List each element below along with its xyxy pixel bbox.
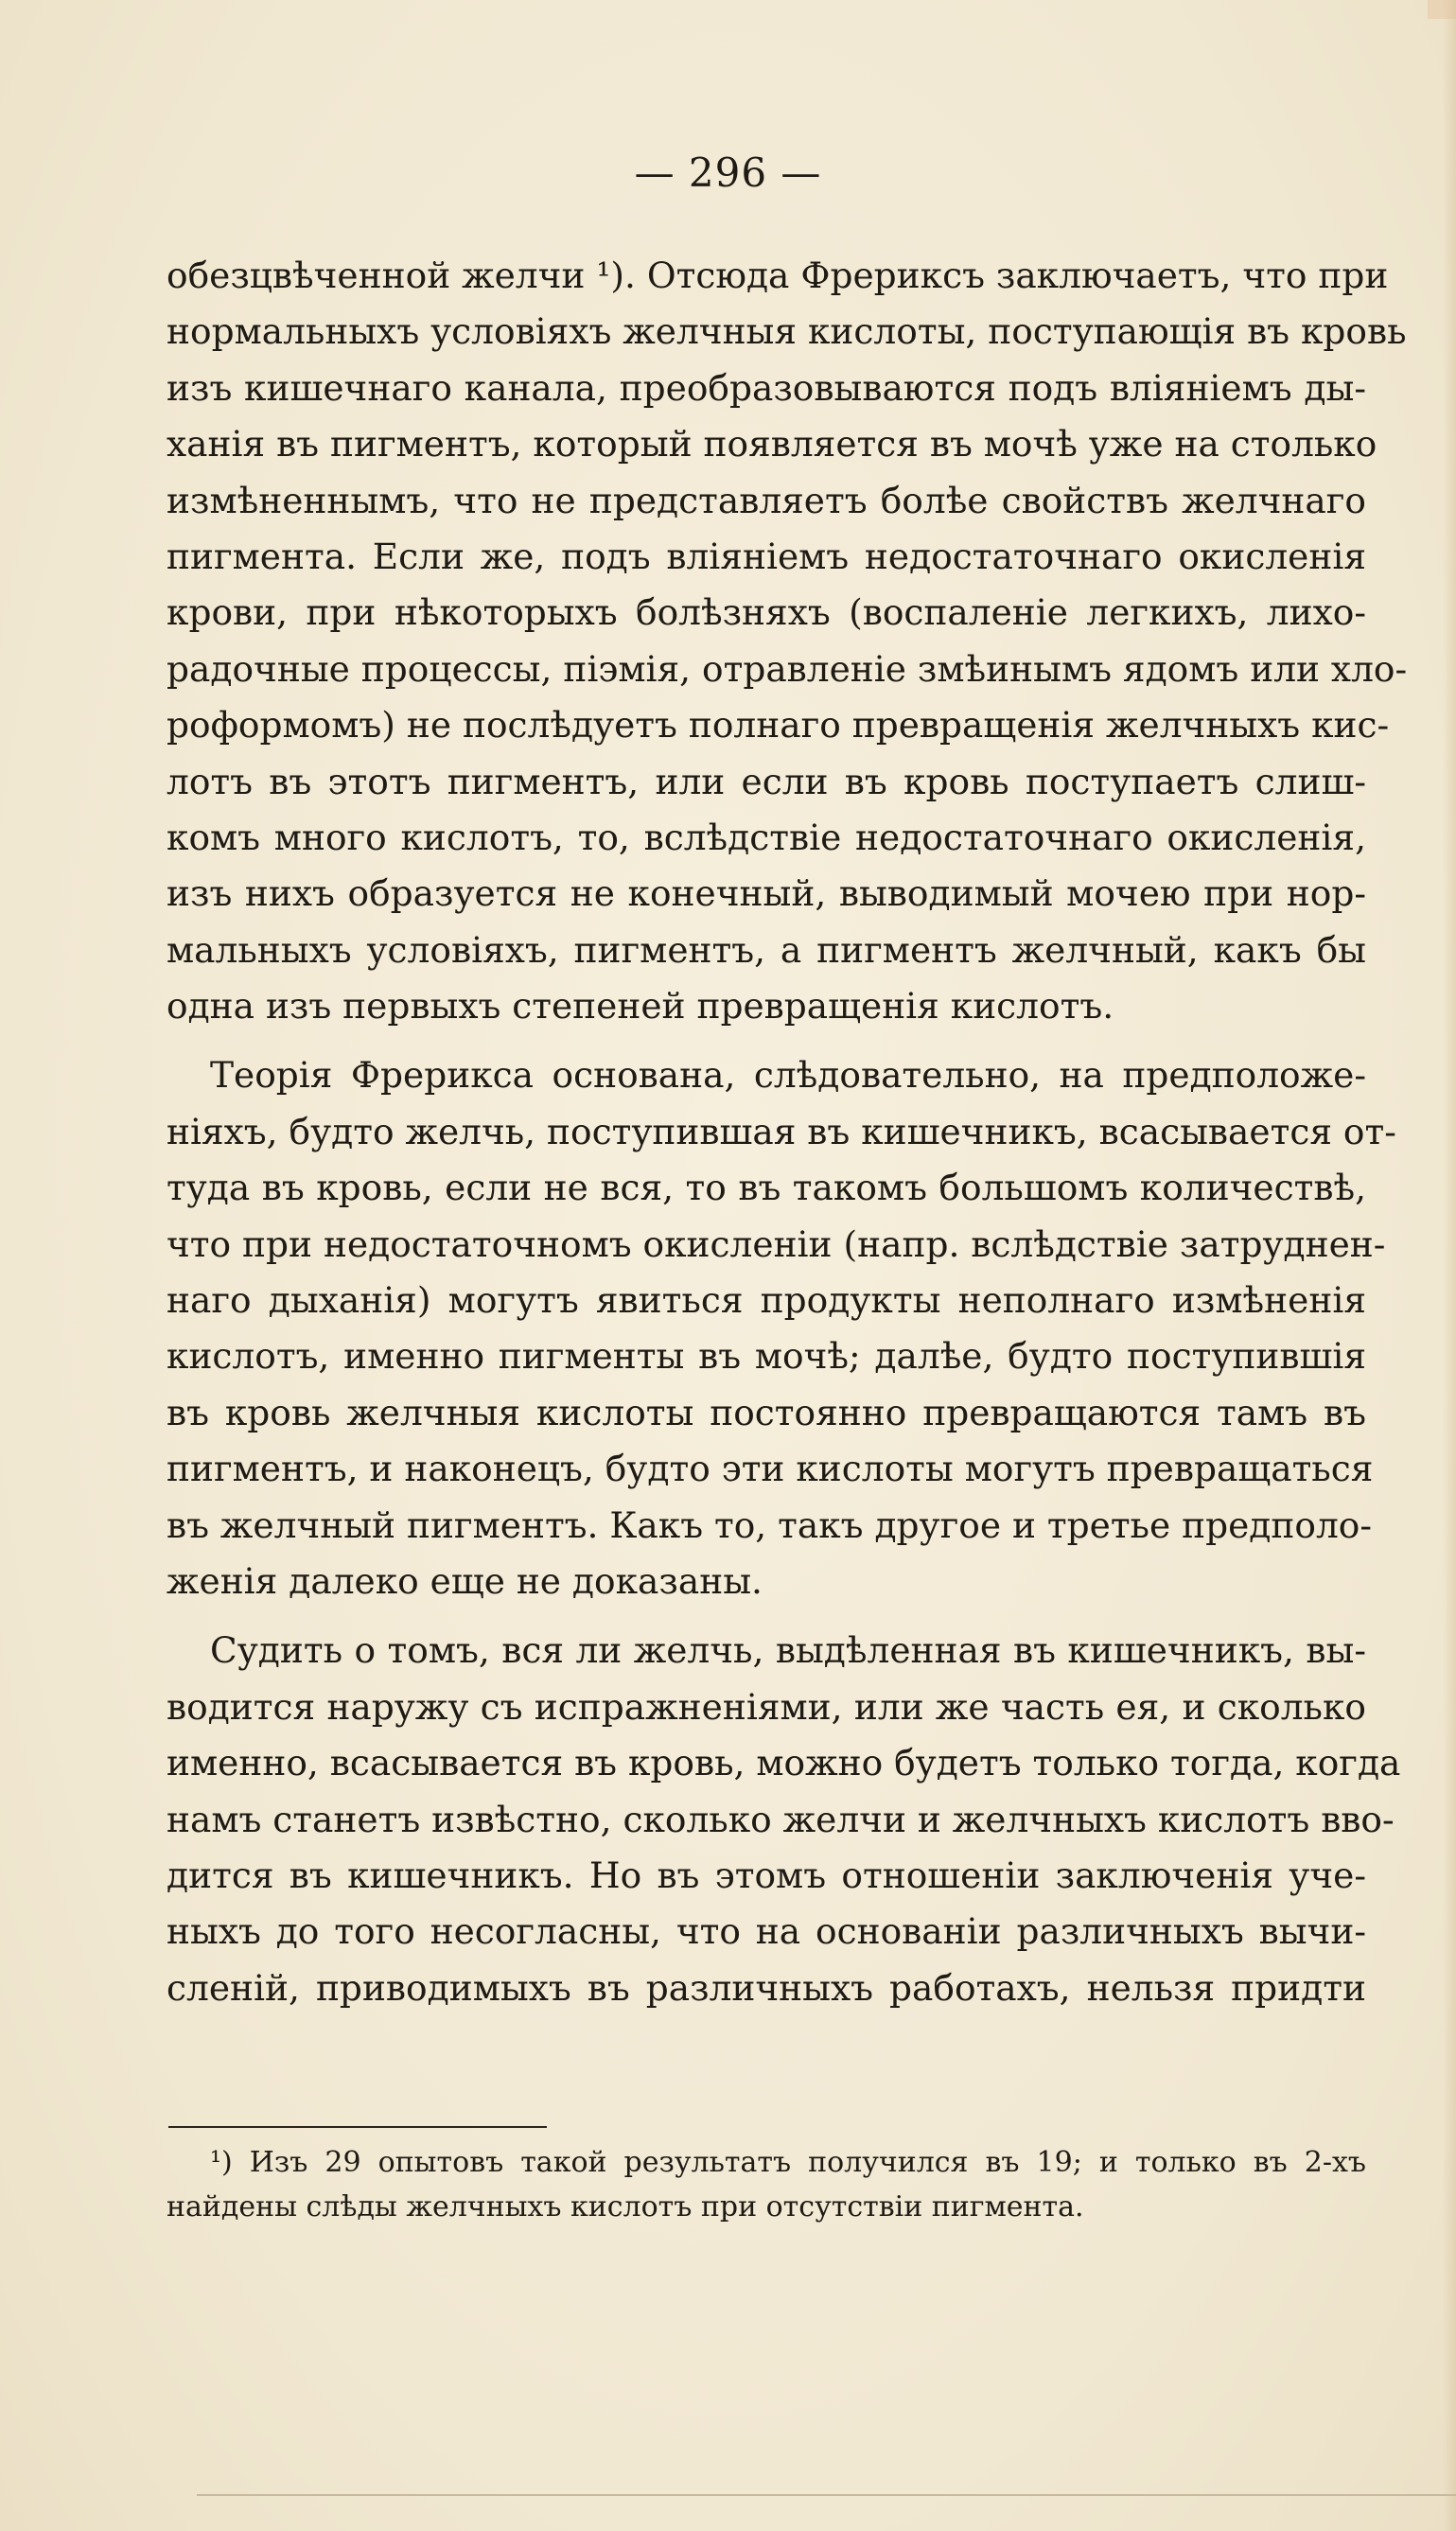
footnote-line: найдены слѣды желчныхъ кислотъ при отсутствіи пигмента. bbox=[167, 2190, 1084, 2223]
text-line: ханія въ пигментъ, который появляется въ мочѣ уже на столько bbox=[167, 423, 1377, 466]
text-line: изъ нихъ образуется не конечный, выводимый мочею при нор- bbox=[167, 872, 1366, 915]
text-line: нормальныхъ условіяхъ желчныя кислоты, поступающія въ кровь bbox=[167, 310, 1407, 353]
page-number: — 296 — bbox=[634, 149, 822, 196]
text-line: роформомъ) не послѣдуетъ полнаго превращенія желчныхъ кис- bbox=[167, 704, 1390, 747]
page-edge-shadow bbox=[1443, 0, 1456, 2531]
text-line: кислотъ, именно пигменты въ мочѣ; далѣе, будто поступившія bbox=[167, 1335, 1366, 1378]
text-line: женія далеко еще не доказаны. bbox=[167, 1559, 763, 1602]
text-line: туда въ кровь, если не вся, то въ такомъ большомъ количествѣ, bbox=[167, 1167, 1366, 1209]
text-line: ніяхъ, будто желчь, поступившая въ кишечникъ, всасывается от- bbox=[167, 1110, 1396, 1152]
text-line: Теорія Фрерикса основана, слѣдовательно, на предположе- bbox=[210, 1054, 1366, 1097]
footnote bbox=[167, 2140, 1366, 2229]
footnote-line: ¹) Изъ 29 опытовъ такой результатъ получился въ 19; и только въ 2-хъ bbox=[210, 2146, 1366, 2179]
text-line: именно, всасывается въ кровь, можно будетъ только тогда, когда bbox=[167, 1742, 1401, 1784]
text-line: что при недостаточномъ окисленіи (напр. вслѣдствіе затруднен- bbox=[167, 1222, 1386, 1265]
text-line: намъ станетъ извѣстно, сколько желчи и желчныхъ кислотъ вво- bbox=[167, 1798, 1395, 1840]
paragraph-gap bbox=[167, 1609, 1366, 1623]
paragraph-gap bbox=[167, 1034, 1366, 1047]
text-line: радочные процессы, піэмія, отравленіе змѣинымъ ядомъ или хло- bbox=[167, 647, 1408, 690]
text-line: комъ много кислотъ, то, вслѣдствіе недостаточнаго окисленія, bbox=[167, 816, 1366, 858]
text-line: пигментъ, и наконецъ, будто эти кислоты могутъ превращаться bbox=[167, 1448, 1374, 1490]
text-line: одна изъ первыхъ степеней превращенія кислотъ. bbox=[167, 985, 1114, 1028]
body-text bbox=[167, 248, 1408, 2016]
text-line: Судить о томъ, вся ли желчь, выдѣленная въ кишечникъ, вы- bbox=[210, 1629, 1366, 1672]
text-line: измѣненнымъ, что не представляетъ болѣе свойствъ желчнаго bbox=[167, 479, 1366, 521]
text-line: крови, при нѣкоторыхъ болѣзняхъ (воспаленіе легкихъ, лихо- bbox=[167, 591, 1366, 634]
text-line: обезцвѣченной желчи ¹). Отсюда Фрериксъ заключаетъ, что при bbox=[167, 255, 1389, 296]
text-line: въ желчный пигментъ. Какъ то, такъ другое и третье предполо- bbox=[167, 1503, 1373, 1546]
footnote-separator bbox=[168, 2126, 547, 2128]
page-bottom-line bbox=[197, 2494, 1456, 2496]
text-line: пигмента. Если же, подъ вліяніемъ недостаточнаго окисленія bbox=[167, 535, 1366, 577]
text-line: ныхъ до того несогласны, что на основаніи различныхъ вычи- bbox=[167, 1910, 1366, 1953]
text-line: сленій, приводимыхъ въ различныхъ работахъ, нельзя придти bbox=[167, 1966, 1366, 2009]
text-line: изъ кишечнаго канала, преобразовываются подъ вліяніемъ ды- bbox=[167, 366, 1366, 409]
text-line: водится наружу съ испражненіями, или же часть ея, и сколько bbox=[167, 1685, 1366, 1728]
text-line: дится въ кишечникъ. Но въ этомъ отношеніи заключенія уче- bbox=[167, 1854, 1366, 1896]
text-line: въ кровь желчныя кислоты постоянно превращаются тамъ въ bbox=[167, 1391, 1366, 1433]
text-line: лотъ въ этотъ пигментъ, или если въ кровь поступаетъ слиш- bbox=[167, 760, 1366, 802]
text-line: наго дыханія) могутъ явиться продукты неполнаго измѣненія bbox=[167, 1279, 1366, 1322]
text-line: мальныхъ условіяхъ, пигментъ, а пигментъ желчный, какъ бы bbox=[167, 928, 1366, 971]
